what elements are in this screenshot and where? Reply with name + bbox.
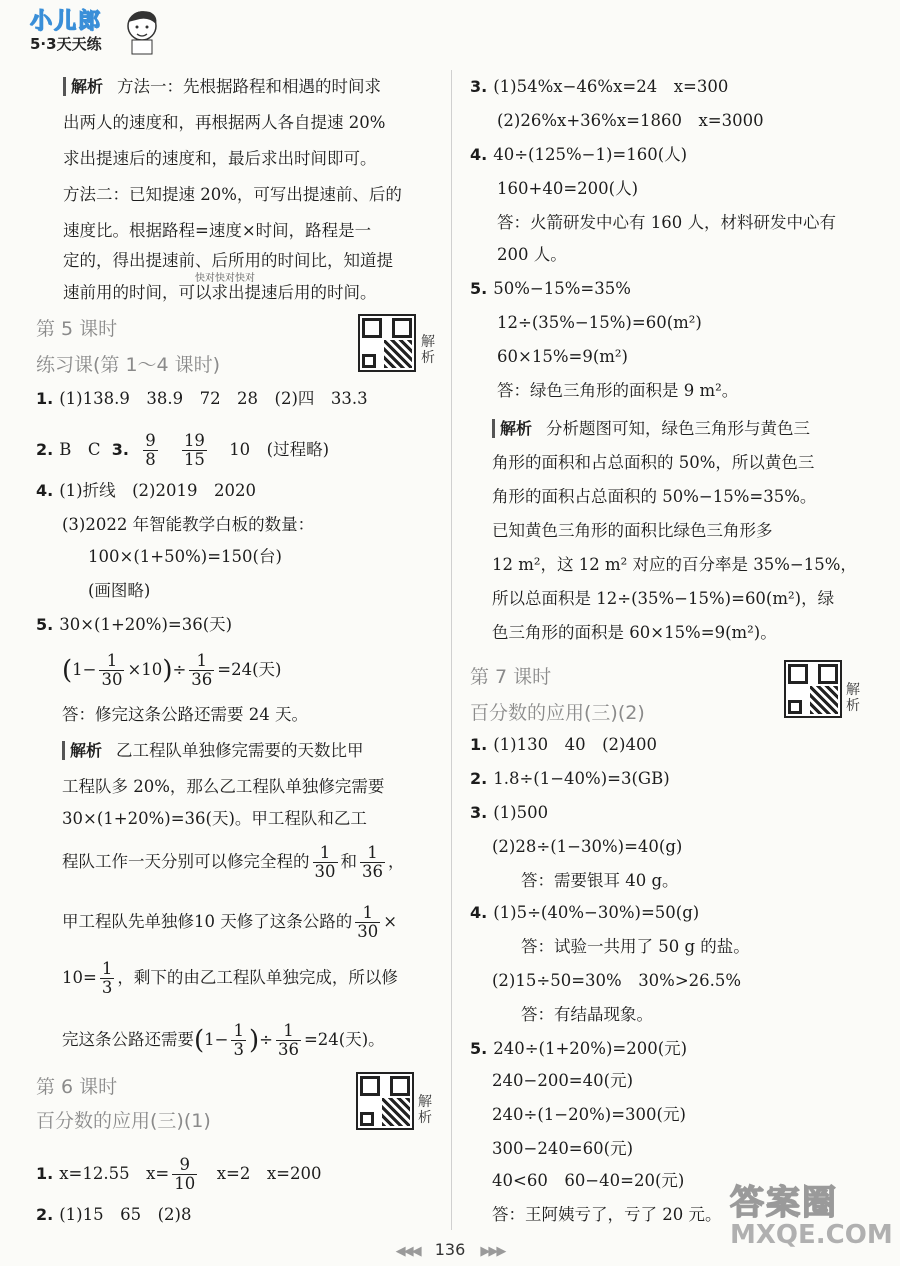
text-line: 60×15%=9(m²) bbox=[497, 347, 628, 366]
l7-q1: 1. (1)130 40 (2)400 bbox=[470, 735, 657, 754]
l6-q2: 2. (1)15 65 (2)8 bbox=[36, 1205, 192, 1224]
fraction: $\frac{9}{10}$ bbox=[174, 1155, 196, 1193]
header-logo bbox=[30, 4, 160, 60]
l5-q5: 5. 30×(1+20%)=36(天) bbox=[36, 615, 233, 634]
l5-q1: 1. (1)138.9 38.9 72 28 (2)四 33.3 bbox=[36, 389, 368, 408]
r-q4: 4. 40÷(125%−1)=160(人) bbox=[470, 145, 688, 164]
l6-q1: 1. x=12.55 x= $\frac{9}{10}$ x=2 x=200 bbox=[36, 1155, 322, 1193]
text-line: 160+40=200(人) bbox=[497, 179, 639, 198]
text-line: 角形的面积和占总面积的 50%，所以黄色三 bbox=[492, 453, 815, 472]
text-line: 方法二：已知提速 20%，可写出提速前、后的 bbox=[63, 185, 402, 204]
l7-q5: 5. 240÷(1+20%)=200(元) bbox=[470, 1039, 688, 1058]
text-line: 40<60 60−40=20(元) bbox=[492, 1171, 685, 1190]
text-line: 答：修完这条公路还需要 24 天。 bbox=[62, 705, 308, 724]
analysis-label: 解析 bbox=[63, 77, 103, 96]
text-line: 速度比。根据路程=速度×时间，路程是一 bbox=[63, 221, 372, 240]
l7-q2: 2. 1.8÷(1−40%)=3(GB) bbox=[470, 769, 670, 788]
text-line: 速前用的时间，可以求出提速后用的时间。 bbox=[63, 283, 377, 302]
text-line: 出两人的速度和，再根据两人各自提速 20% bbox=[63, 113, 386, 132]
analysis2-line5: 甲工程队先单独修10 天修了这条公路的 $\frac{1}{30}$ × bbox=[62, 903, 398, 941]
lesson-6-title: 第 6 课时 bbox=[36, 1076, 118, 1098]
text-line: 已知黄色三角形的面积比绿色三角形多 bbox=[492, 521, 773, 540]
analysis-block-2: 解析 乙工程队单独修完需要的天数比甲 bbox=[62, 740, 364, 762]
text-line: 答：王阿姨亏了，亏了 20 元。 bbox=[492, 1205, 722, 1224]
qr-analysis-label: 解析 bbox=[418, 1094, 432, 1126]
text-line: 色三角形的面积是 60×15%=9(m²)。 bbox=[492, 623, 777, 642]
qr-analysis-label: 解析 bbox=[846, 682, 860, 714]
text-line: 定的，得出提速前、后所用的时间比，知道提 bbox=[63, 251, 393, 270]
lesson-7-subtitle: 百分数的应用(三)(2) bbox=[470, 702, 645, 724]
text-line: 200 人。 bbox=[497, 245, 567, 264]
page-footer bbox=[0, 1240, 900, 1259]
lesson-5-subtitle: 练习课(第 1～4 课时) bbox=[36, 354, 221, 376]
qr-code-icon[interactable] bbox=[358, 314, 416, 372]
qr-analysis-label: 解析 bbox=[421, 334, 435, 366]
l5-q2-q3: 2. B C 3. $\frac{9}{8}$ $\frac{19}{15}$ 10 (过程略) bbox=[36, 431, 330, 469]
lesson-5-title: 第 5 课时 bbox=[36, 318, 118, 340]
fraction: $\frac{19}{15}$ bbox=[183, 431, 205, 469]
fraction: $\frac{1}{30}$ bbox=[101, 651, 123, 689]
l7-q3: 3. (1)500 bbox=[470, 803, 549, 822]
text-line: 角形的面积占总面积的 50%−15%=35%。 bbox=[492, 487, 817, 506]
fraction: $\frac{1}{30}$ bbox=[357, 903, 379, 941]
text-line: 12÷(35%−15%)=60(m²) bbox=[497, 313, 702, 332]
watermark-logo-text: 答案圈 bbox=[730, 1183, 838, 1223]
watermark-site: MXQE.COM bbox=[730, 1220, 893, 1250]
page-number: 136 bbox=[434, 1240, 466, 1259]
l7-q4: 4. (1)5÷(40%−30%)=50(g) bbox=[470, 903, 700, 922]
l5-q4: 4. (1)折线 (2)2019 2020 bbox=[36, 481, 256, 500]
watermark-text: 快对快对快对 bbox=[195, 273, 255, 284]
text-line: (2)28÷(1−30%)=40(g) bbox=[492, 837, 683, 856]
text-line: 240−200=40(元) bbox=[492, 1071, 634, 1090]
text-line: 30×(1+20%)=36(天)。甲工程队和乙工 bbox=[62, 809, 367, 828]
fraction: $\frac{1}{3}$ bbox=[101, 959, 113, 997]
analysis2-line7: 完这条公路还需要(1− $\frac{1}{3}$ )÷ $\frac{1}{36}$ =24(天)。 bbox=[62, 1021, 385, 1059]
qr-code-icon[interactable] bbox=[356, 1072, 414, 1130]
text-line: 300−240=60(元) bbox=[492, 1139, 634, 1158]
r-q3: 3. (1)54%x−46%x=24 x=300 bbox=[470, 77, 729, 96]
analysis-block-1: 解析 方法一：先根据路程和相遇的时间求 bbox=[63, 76, 381, 98]
lesson-7-title: 第 7 课时 bbox=[470, 666, 552, 688]
text-line: (2)15÷50=30% 30%>26.5% bbox=[492, 971, 742, 990]
l5-q5-expr: (1− $\frac{1}{30}$ ×10)÷ $\frac{1}{36}$ =24(天) bbox=[62, 651, 282, 689]
column-divider bbox=[451, 70, 452, 1230]
boy-mascot-icon bbox=[120, 6, 164, 56]
text-line: 答：试验一共用了 50 g 的盐。 bbox=[521, 937, 750, 956]
r-q5: 5. 50%−15%=35% bbox=[470, 279, 631, 298]
fraction: $\frac{1}{3}$ bbox=[233, 1021, 244, 1059]
logo-series: 5·3天天练 bbox=[30, 35, 102, 53]
fraction: $\frac{1}{36}$ bbox=[277, 1021, 299, 1059]
text-line: 工程队多 20%，那么乙工程队单独修完需要 bbox=[62, 777, 385, 796]
text-line: 100×(1+50%)=150(台) bbox=[88, 547, 282, 566]
prev-arrows-icon: ◀◀◀ bbox=[395, 1244, 420, 1259]
lesson-6-subtitle: 百分数的应用(三)(1) bbox=[36, 1110, 211, 1132]
qr-code-icon[interactable] bbox=[784, 660, 842, 718]
text-line: (2)26%x+36%x=1860 x=3000 bbox=[497, 111, 764, 130]
text-line: 答：绿色三角形的面积是 9 m²。 bbox=[497, 381, 739, 400]
text-line: 答：需要银耳 40 g。 bbox=[521, 871, 679, 890]
fraction: $\frac{1}{36}$ bbox=[362, 843, 383, 881]
text-line: 所以总面积是 12÷(35%−15%)=60(m²)，绿 bbox=[492, 589, 835, 608]
logo-title: 小儿郎 bbox=[30, 9, 103, 34]
analysis2-line6: 10= $\frac{1}{3}$ ，剩下的由乙工程队单独完成，所以修 bbox=[62, 959, 398, 997]
analysis2-line4: 程队工作一天分别可以修完全程的 $\frac{1}{30}$ 和 $\frac{1}{36}$ ， bbox=[62, 843, 405, 881]
text-line: 12 m²，这 12 m² 对应的百分率是 35%−15%， bbox=[492, 555, 857, 574]
fraction: $\frac{1}{30}$ bbox=[314, 843, 336, 881]
text-line: 答：火箭研发中心有 160 人，材料研发中心有 bbox=[497, 213, 836, 232]
text-line: (3)2022 年智能教学白板的数量： bbox=[62, 515, 315, 534]
text-line: (画图略) bbox=[88, 581, 151, 600]
next-arrows-icon: ▶▶▶ bbox=[480, 1244, 505, 1259]
text-line: 答：有结晶现象。 bbox=[521, 1005, 653, 1024]
analysis-block-3: 解析 分析题图可知，绿色三角形与黄色三 bbox=[492, 418, 810, 440]
fraction: $\frac{9}{8}$ bbox=[145, 431, 156, 469]
fraction: $\frac{1}{36}$ bbox=[191, 651, 213, 689]
text-line: 240÷(1−20%)=300(元) bbox=[492, 1105, 686, 1124]
text-line: 求出提速后的速度和，最后求出时间即可。 bbox=[63, 149, 377, 168]
